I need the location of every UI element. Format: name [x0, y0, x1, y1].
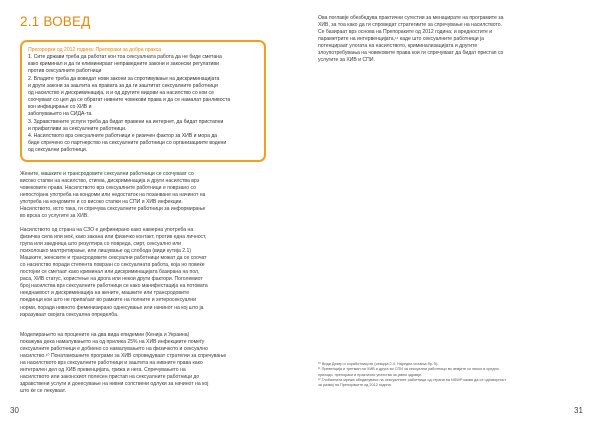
- recommendations-box: [20, 40, 266, 162]
- text-line: група или заедница што резултира со повреда, смрт, сексуално или: [20, 241, 181, 248]
- recommendations-heading: Прегорорки од 2012 година: Препораки за добра пракса: [28, 47, 162, 53]
- text-line: постојни се сметаат како криминал или дискриминацијата базирана на пол,: [20, 269, 200, 276]
- text-line: број насилства врз сексуалните работници се како манифестација на потовата: [20, 283, 208, 290]
- text-line: Жените, машките и трансродовите сексуални работници се соочуваат со: [20, 171, 194, 177]
- text-line: што ќе се лекуваат.: [20, 388, 66, 395]
- text-line: услугите за ХИВ и СПИ.: [318, 57, 375, 64]
- recommendation-line: од насилство и дискриминација, и и од другите видови на насилство со кои се: [28, 89, 214, 96]
- footnotes: [318, 362, 578, 388]
- footnote: за развој на Препораките од 2012 година.: [318, 383, 392, 388]
- text-line: поединци кои што не припаѓаат во рамките на полните и хетеросексуални: [20, 297, 197, 304]
- text-line: здравствени услуги и донесување на нивни сопствени одлуки за начинот на кој: [20, 381, 209, 388]
- text-line: параметрите на интервенцијата,¹¹ каде што сексуалните работници ја: [318, 36, 484, 43]
- body-paragraph-3: [20, 332, 272, 395]
- recommendation-line: 3. Здравствените услуги треба да бидат правени на интернет, да бидат пристапни: [28, 118, 224, 125]
- text-line: норми, поради нивното феминизирано однесување или начинот на кој што ја: [20, 304, 204, 311]
- text-line: Машките, женските и трансродовите сексуални работници можат да се соочат: [20, 255, 207, 262]
- text-line: во врска со услугите за ХИВ.: [20, 213, 89, 220]
- text-line: потенцираат улогата на насилството, криминализацијата и другите: [318, 43, 478, 50]
- text-line: високо стапки на насилство, стигма, дискриминација и други насилства врз: [20, 178, 200, 185]
- text-line: покажува дека намалувањето на од прилика 25% на ХИВ инфекциите помеѓу: [20, 339, 205, 346]
- recommendation-line: како криминал и да ги елиминираат неправедните закони и законски регулативи: [28, 61, 219, 68]
- text-line: нееднаквост и дискриминација на жените, машките или трансродовите: [20, 290, 190, 297]
- recommendation-line: 1. Сите држави треба да работат кон тоа сексуалната работа да не биде сметана: [28, 54, 222, 61]
- text-line: насилство.¹⁰ Понатамошните програми за ХИВ спроведуваат стратегии за спречување: [20, 353, 227, 360]
- text-line: раса, ХИВ статус, користење на дрога или некои други фактори. Поголемиот: [20, 276, 203, 283]
- recommendation-line: против сексуалните работници: [28, 68, 102, 75]
- recommendation-line: 2. Владите треба да воведат нови закони за спротивување на дискриминацијата: [28, 75, 220, 82]
- recommendation-line: и други закони за заштита на правата за да ги заштитат сексуалните работници: [28, 82, 218, 89]
- page-number: 31: [574, 406, 583, 415]
- section-title: 2.1 ВОВЕД: [20, 14, 91, 29]
- text-line: Насилството од страна на СЗО е дефинирано како намерна употреба на: [20, 227, 194, 233]
- recommendation-line: кон инфицирање со ХИВ и: [28, 104, 92, 111]
- footnote: приходи, препораки и практични упатства за јавно здравје.: [318, 372, 423, 377]
- text-line: психолошко малтретирање, или лишување од слобода (види кутија 2.1): [20, 248, 192, 255]
- recommendation-line: 4. Насилството врз сексуалните работници е ризичен фактор за ХИВ и мора да: [28, 132, 218, 139]
- recommendation-line: соочуваат со цел да се обратат нивните човекови права и да се намалат ранливоста: [28, 97, 231, 104]
- text-line: сексуалните работници е добиено со намалувањето на физичкото и сексуално: [20, 346, 208, 353]
- text-line: Насилството, исто така, ги спречува сексуалните работници за информирање: [20, 206, 206, 213]
- footnote: ¹² Глобалната мрежа обединувачи на сексуалните работници од страна на NSWP каква да се одговорност: [318, 377, 507, 382]
- recommendation-line: од сексуални работници.: [28, 147, 88, 154]
- right-paragraph: [318, 15, 574, 64]
- text-line: изразуваат својата сексуална определба.: [20, 311, 119, 318]
- text-line: Се базираат врз основа на Препораките од 2012 година; и вредностите и: [318, 29, 493, 36]
- text-line: ХИВ, за тоа како да ги спроведат стратегиите за спречување на насилството.: [318, 22, 502, 29]
- body-paragraph-2: [20, 227, 272, 319]
- text-line: непостојана употреба на кондоми или недостаток на позанване на начинот на: [20, 192, 206, 199]
- text-line: на насилството врз сексуалните работници и заштита на нивните правa како: [20, 360, 203, 367]
- text-line: интегрален дел од ХИВ превенцијата, грижа и нега. Спречувањето на: [20, 367, 186, 374]
- recommendation-line: биде спречено со партнерство на сексуалните работници со организациите водени: [28, 140, 227, 147]
- body-paragraph-1: [20, 171, 272, 220]
- text-line: човековите права. Насилството врз сексуалните работници е поврзано со: [20, 185, 196, 192]
- page-number: 30: [10, 406, 19, 415]
- text-line: злоупотребувања на човековите права кои ги спречуваат да бидат пристап со: [318, 50, 504, 57]
- footnote: ¹¹ Превенција и третман на ХИВ и друга во СПИ за сексуални работници во земјите со ниско и средно: [318, 367, 499, 372]
- text-line: со насилство поради степента поврзан со сексуалната работа, која но повеќе: [20, 262, 205, 269]
- footnote: ¹⁰ Види Декер и соработниците (секција 2.4, Наредни читања бр. 5).: [318, 362, 439, 366]
- text-line: физичка сила или моќ, како заканa или физичко контакт, против една личност,: [20, 234, 207, 241]
- text-line: насилството или законскиот полесен пристап на сексуалните работници до: [20, 374, 200, 381]
- text-line: употреба на кондомите и со високо стапки на СПИ и ХИВ инфекции.: [20, 199, 183, 206]
- text-line: Ова поглавје обезбедува практични сугестии за менаџирате на програмите за: [318, 15, 504, 21]
- recommendation-line: заболувањето на СИДА-та.: [28, 111, 93, 118]
- recommendation-line: и прифатливи за сексуалните работници.: [28, 125, 127, 132]
- text-line: Моделирањето на процените на два вида епидемии (Кенија и Украина): [20, 332, 190, 338]
